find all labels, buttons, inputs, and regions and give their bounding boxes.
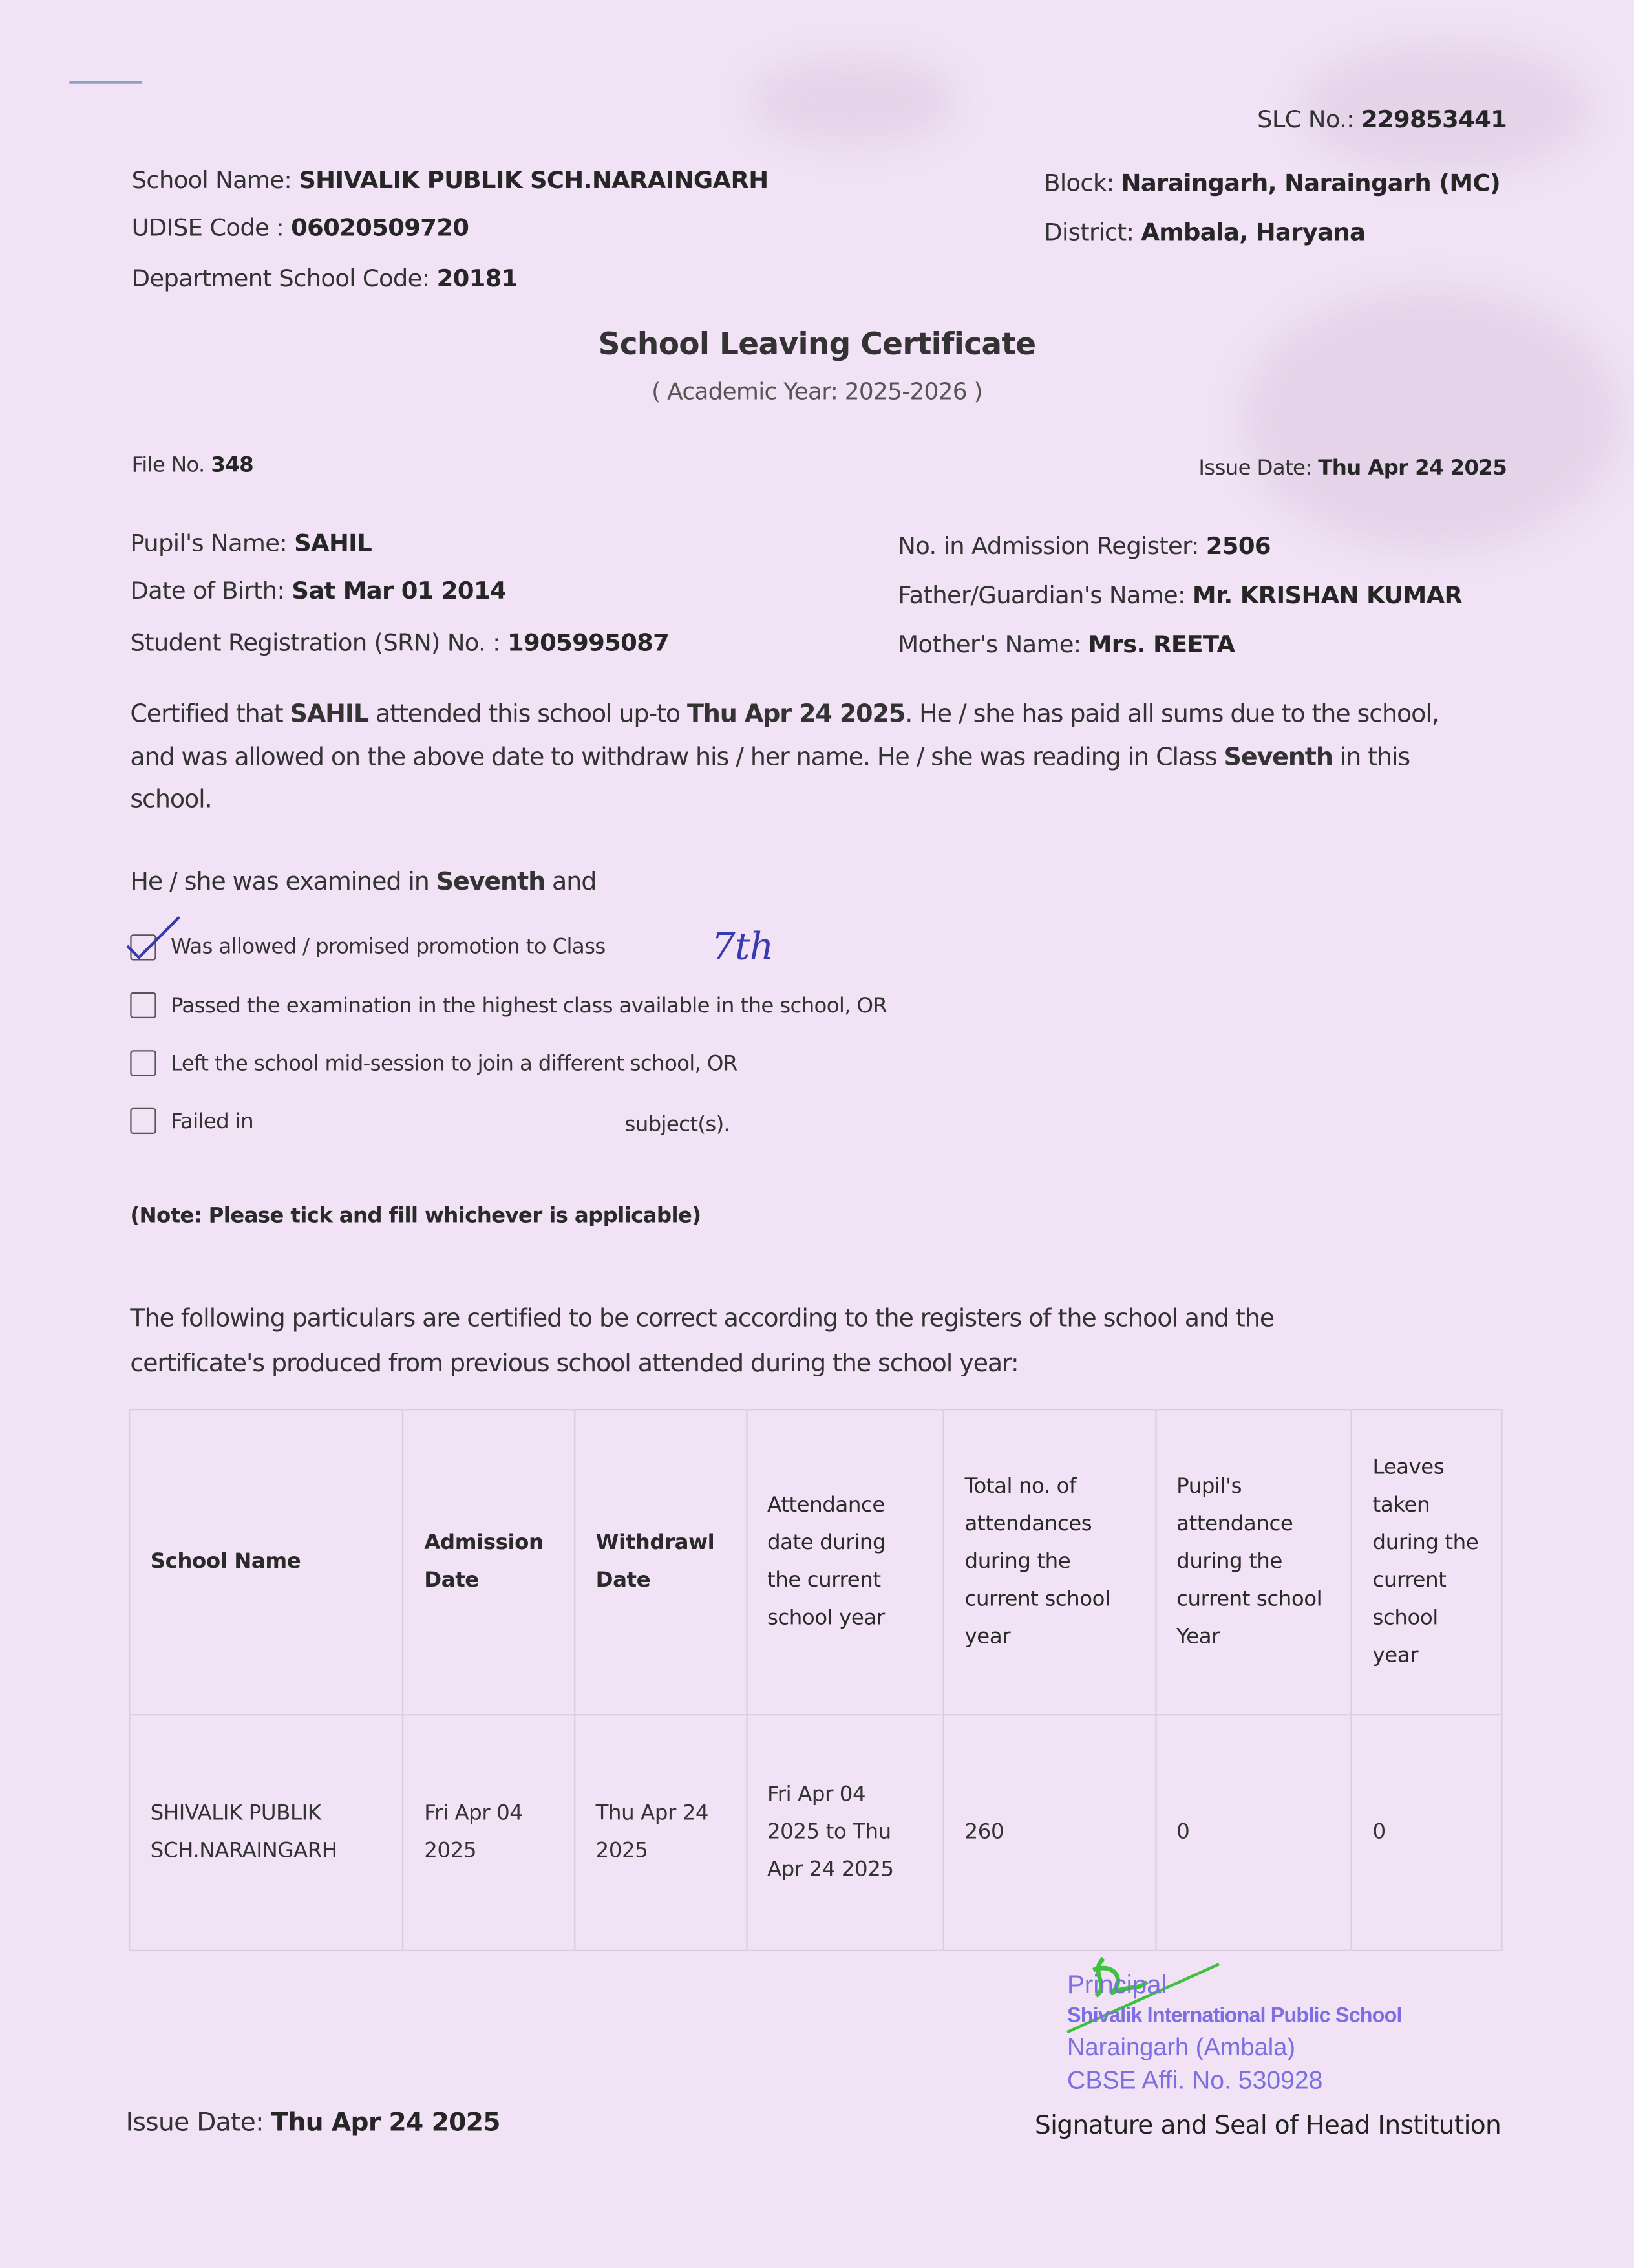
scan-mark — [69, 81, 142, 83]
cell-pupil-attendance: 0 — [1156, 1715, 1352, 1951]
stamp-affiliation: CBSE Affi. No. 530928 — [1067, 2065, 1323, 2095]
cell-admission-date: Fri Apr 04 2025 — [403, 1715, 575, 1951]
certification-paragraph: Certified that SAHIL attended this school up-to Thu Apr 24 2025. He / she has paid all sums due to the school, and was allowed on the above date to withdraw his / her name. He / she was reading in Class Seventh in this school. — [130, 700, 1439, 815]
col-attendance-dates: Attendance date during the current school year — [747, 1409, 944, 1715]
option-label-passed: Passed the examination in the highest class available in the school, OR — [170, 995, 887, 1018]
cell-school-name: SHIVALIK PUBLIK SCH.NARAINGARH — [129, 1715, 403, 1951]
handwritten-class: 7th — [711, 925, 774, 969]
srn-number: Student Registration (SRN) No. : 1905995087 — [130, 629, 670, 657]
option-label-left: Left the school mid-session to join a different school, OR — [170, 1053, 737, 1076]
paper-smudge — [752, 58, 954, 144]
note: (Note: Please tick and fill whichever is applicable) — [130, 1204, 701, 1228]
option-label-promoted: Was allowed / promised promotion to Class — [170, 936, 606, 959]
cell-leaves-taken: 0 — [1352, 1715, 1501, 1951]
academic-year: ( Academic Year: 2025-2026 ) — [652, 377, 982, 405]
father-name: Father/Guardian's Name: Mr. KRISHAN KUMAR — [898, 581, 1463, 609]
block: Block: Naraingarh, Naraingarh (MC) — [1044, 169, 1501, 197]
pupil-name: Pupil's Name: SAHIL — [130, 529, 372, 557]
option-checkbox-failed[interactable] — [130, 1108, 156, 1134]
district: District: Ambala, Haryana — [1044, 218, 1366, 246]
col-pupil-attendance: Pupil's attendance during the current school Year — [1156, 1409, 1352, 1715]
stamp-school: Shivalik International Public School — [1067, 2004, 1402, 2028]
school-name: School Name: SHIVALIK PUBLIK SCH.NARAINGARH — [131, 166, 769, 194]
slc-number: SLC No.: 229853441 — [1257, 105, 1507, 133]
mother-name: Mother's Name: Mrs. REETA — [898, 630, 1235, 658]
option-label-failed: Failed in — [170, 1111, 253, 1134]
department-code: Department School Code: 20181 — [131, 264, 518, 292]
udise-code: UDISE Code : 06020509720 — [131, 214, 469, 242]
stamp-principal: Principal — [1067, 1970, 1167, 1999]
option-checkbox-left[interactable] — [130, 1050, 156, 1076]
examined-statement: He / she was examined in Seventh and — [130, 868, 597, 897]
cell-attendance-dates: Fri Apr 04 2025 to Thu Apr 24 2025 — [747, 1715, 944, 1951]
particulars-statement: The following particulars are certified to be correct according to the registers of the school and the certificate's produced from previous school attended during the school year: — [130, 1304, 1275, 1379]
date-of-birth: Date of Birth: Sat Mar 01 2014 — [130, 577, 506, 605]
school-particulars-table — [129, 1409, 1502, 1951]
option-checkbox-passed[interactable] — [130, 992, 156, 1018]
issue-date-top: Issue Date: Thu Apr 24 2025 — [1198, 456, 1507, 480]
col-withdrawl-date: Withdrawl Date — [575, 1409, 746, 1715]
table-header-row — [129, 1409, 1501, 1715]
issue-date-footer: Issue Date: Thu Apr 24 2025 — [125, 2108, 500, 2138]
col-admission-date: Admission Date — [403, 1409, 575, 1715]
table-row — [129, 1715, 1501, 1951]
file-number: File No. 348 — [131, 454, 254, 478]
cell-withdrawl-date: Thu Apr 24 2025 — [575, 1715, 746, 1951]
document-title: School Leaving Certificate — [598, 326, 1036, 362]
stamp-location: Naraingarh (Ambala) — [1067, 2033, 1296, 2062]
admission-register-no: No. in Admission Register: 2506 — [898, 532, 1271, 560]
col-school-name: School Name — [129, 1409, 403, 1715]
signature-label: Signature and Seal of Head Institution — [1034, 2112, 1501, 2141]
failed-subjects-suffix: subject(s). — [624, 1113, 730, 1137]
cell-total-attendances: 260 — [944, 1715, 1156, 1951]
col-leaves-taken: Leaves taken during the current school year — [1352, 1409, 1501, 1715]
col-total-attendances: Total no. of attendances during the current school year — [944, 1409, 1156, 1715]
